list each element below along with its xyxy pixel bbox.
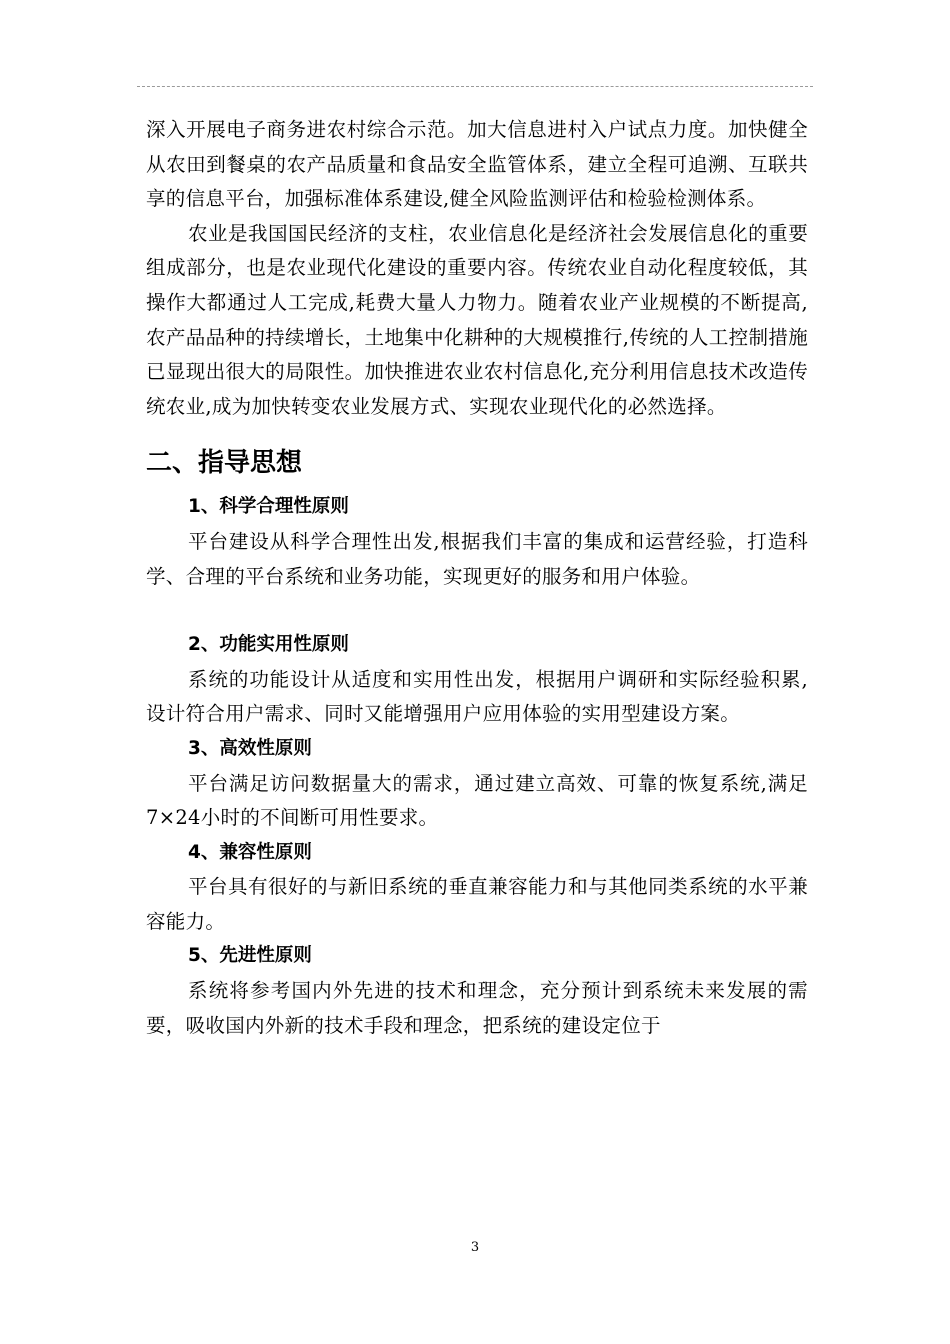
principle-body-practical: 系统的功能设计从适度和实用性出发，根据用户调研和实际经验积累,设计符合用户需求、同时又能增强用户应用体验的实用型建设方案。 bbox=[146, 667, 808, 726]
principle-heading-compatibility: 4、兼容性原则 bbox=[188, 841, 312, 863]
principle-body-efficiency: 平台满足访问数据量大的需求，通过建立高效、可靠的恢复系统,满足7×24小时的不间断可用性要求。 bbox=[146, 771, 808, 830]
principle-heading-scientific: 1、科学合理性原则 bbox=[188, 496, 349, 518]
blank-line bbox=[146, 594, 808, 628]
principle-heading-practical: 2、功能实用性原则 bbox=[188, 634, 349, 656]
page-number: 3 bbox=[470, 1240, 480, 1255]
principle-body-scientific: 平台建设从科学合理性出发,根据我们丰富的集成和运营经验，打造科学、合理的平台系统和业务功能，实现更好的服务和用户体验。 bbox=[146, 529, 808, 588]
principle-heading-advanced: 5、先进性原则 bbox=[188, 945, 312, 967]
paragraph-ecommerce: 深入开展电子商务进农村综合示范。加大信息进村入户试点力度。加快健全从农田到餐桌的农产品质量和食品安全监管体系，建立全程可追溯、互联共享的信息平台，加强标准体系建设,健全风险监测评估和检验检测体系。 bbox=[146, 118, 808, 211]
header-divider bbox=[137, 86, 813, 87]
document-body bbox=[146, 113, 808, 1043]
principle-body-advanced: 系统将参考国内外先进的技术和理念，充分预计到系统未来发展的需要，吸收国内外新的技术手段和理念，把系统的建设定位于 bbox=[146, 979, 808, 1037]
paragraph-agriculture-informatization: 农业是我国国民经济的支柱，农业信息化是经济社会发展信息化的重要组成部分，也是农业现代化建设的重要内容。传统农业自动化程度较低，其操作大都通过人工完成,耗费大量人力物力。随着农业产业规模的不断提高,农产品品种的持续增长，土地集中化耕种的大规模推行,传统的人工控制措施已显现出很大的局限性。加快推进农业农村信息化,充分利用信息技术改造传统农业,成为加快转变农业发展方式、实现农业现代化的必然选择。 bbox=[146, 221, 808, 418]
section-heading-guiding-ideology: 二、指导思想 bbox=[146, 448, 303, 479]
principle-heading-efficiency: 3、高效性原则 bbox=[188, 737, 312, 759]
principle-body-compatibility: 平台具有很好的与新旧系统的垂直兼容能力和与其他同类系统的水平兼容能力。 bbox=[146, 875, 808, 933]
